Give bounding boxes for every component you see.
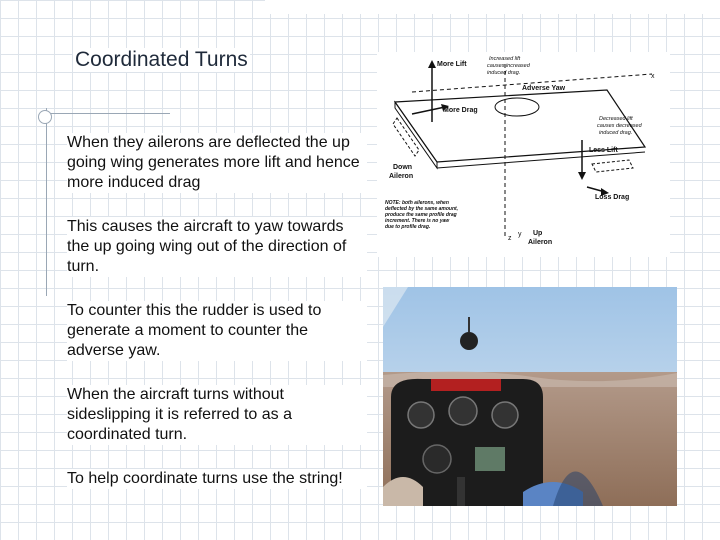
note-right-line: Decreased lift: [599, 116, 633, 122]
note-bottom-line: NOTE: both ailerons, when: [385, 200, 449, 206]
paragraph: To help coordinate turns use the string!: [67, 469, 367, 489]
slide-title: Coordinated Turns: [75, 48, 248, 71]
less-lift-arrowhead: [578, 172, 586, 180]
more-drag-label: More Drag: [443, 107, 478, 114]
more-drag-arrow: [412, 107, 445, 114]
down-aileron-label: Down: [393, 164, 413, 171]
more-lift-arrowhead: [428, 60, 436, 68]
top-banner: [265, 0, 720, 14]
note-bottom-line: due to profile drag.: [385, 224, 431, 230]
compass-icon: [460, 332, 478, 350]
more-lift-label: More Lift: [437, 61, 467, 68]
down-aileron-label: Aileron: [389, 173, 414, 180]
z-axis-label: z: [508, 235, 512, 242]
yaw-ellipse: [495, 98, 539, 116]
note-top-line: induced drag.: [487, 70, 521, 76]
x-axis-label: x: [651, 73, 655, 80]
paragraph: When the aircraft turns without sideslipping it is referred to as a coordinated turn.: [67, 385, 367, 445]
y-axis-label: y: [518, 231, 522, 238]
less-drag-label: Loss Drag: [595, 194, 630, 201]
flight-computer-display: [475, 447, 505, 471]
gauge-icon: [492, 402, 518, 428]
up-aileron-shape: [592, 160, 633, 172]
gauge-icon: [408, 402, 434, 428]
slide-body: [67, 133, 367, 513]
note-top-line: Increased lift: [489, 56, 521, 62]
paragraph: This causes the aircraft to yaw towards the up going wing out of the direction of turn.: [67, 217, 367, 277]
glider-cockpit-photo: [383, 287, 677, 506]
paragraph: When they ailerons are deflected the up going wing generates more lift and hence more induced drag: [67, 133, 367, 193]
note-bottom-line: increment. There is no yaw: [385, 218, 450, 224]
rule-bullet-icon: [38, 110, 52, 124]
gauge-icon: [423, 445, 451, 473]
gauge-icon: [449, 397, 477, 425]
margin-rule: [46, 108, 47, 296]
paragraph: To counter this the rudder is used to generate a moment to counter the adverse yaw.: [67, 301, 367, 361]
adverse-yaw-label: Adverse Yaw: [522, 85, 566, 92]
note-right-line: induced drag.: [599, 130, 633, 136]
title-rule: [40, 113, 170, 114]
up-aileron-label: Up: [533, 230, 543, 237]
panel-red-trim: [431, 379, 501, 391]
less-lift-label: Less Lift: [589, 147, 618, 154]
note-bottom-line: deflected by the same amount,: [385, 206, 459, 212]
note-right-line: causes decreased: [597, 123, 642, 129]
up-aileron-label: Aileron: [528, 239, 553, 246]
control-stick: [457, 477, 465, 506]
note-bottom-line: produce the same profile drag: [385, 212, 457, 218]
note-top-line: causes increased: [487, 63, 530, 69]
adverse-yaw-diagram: [377, 52, 670, 257]
